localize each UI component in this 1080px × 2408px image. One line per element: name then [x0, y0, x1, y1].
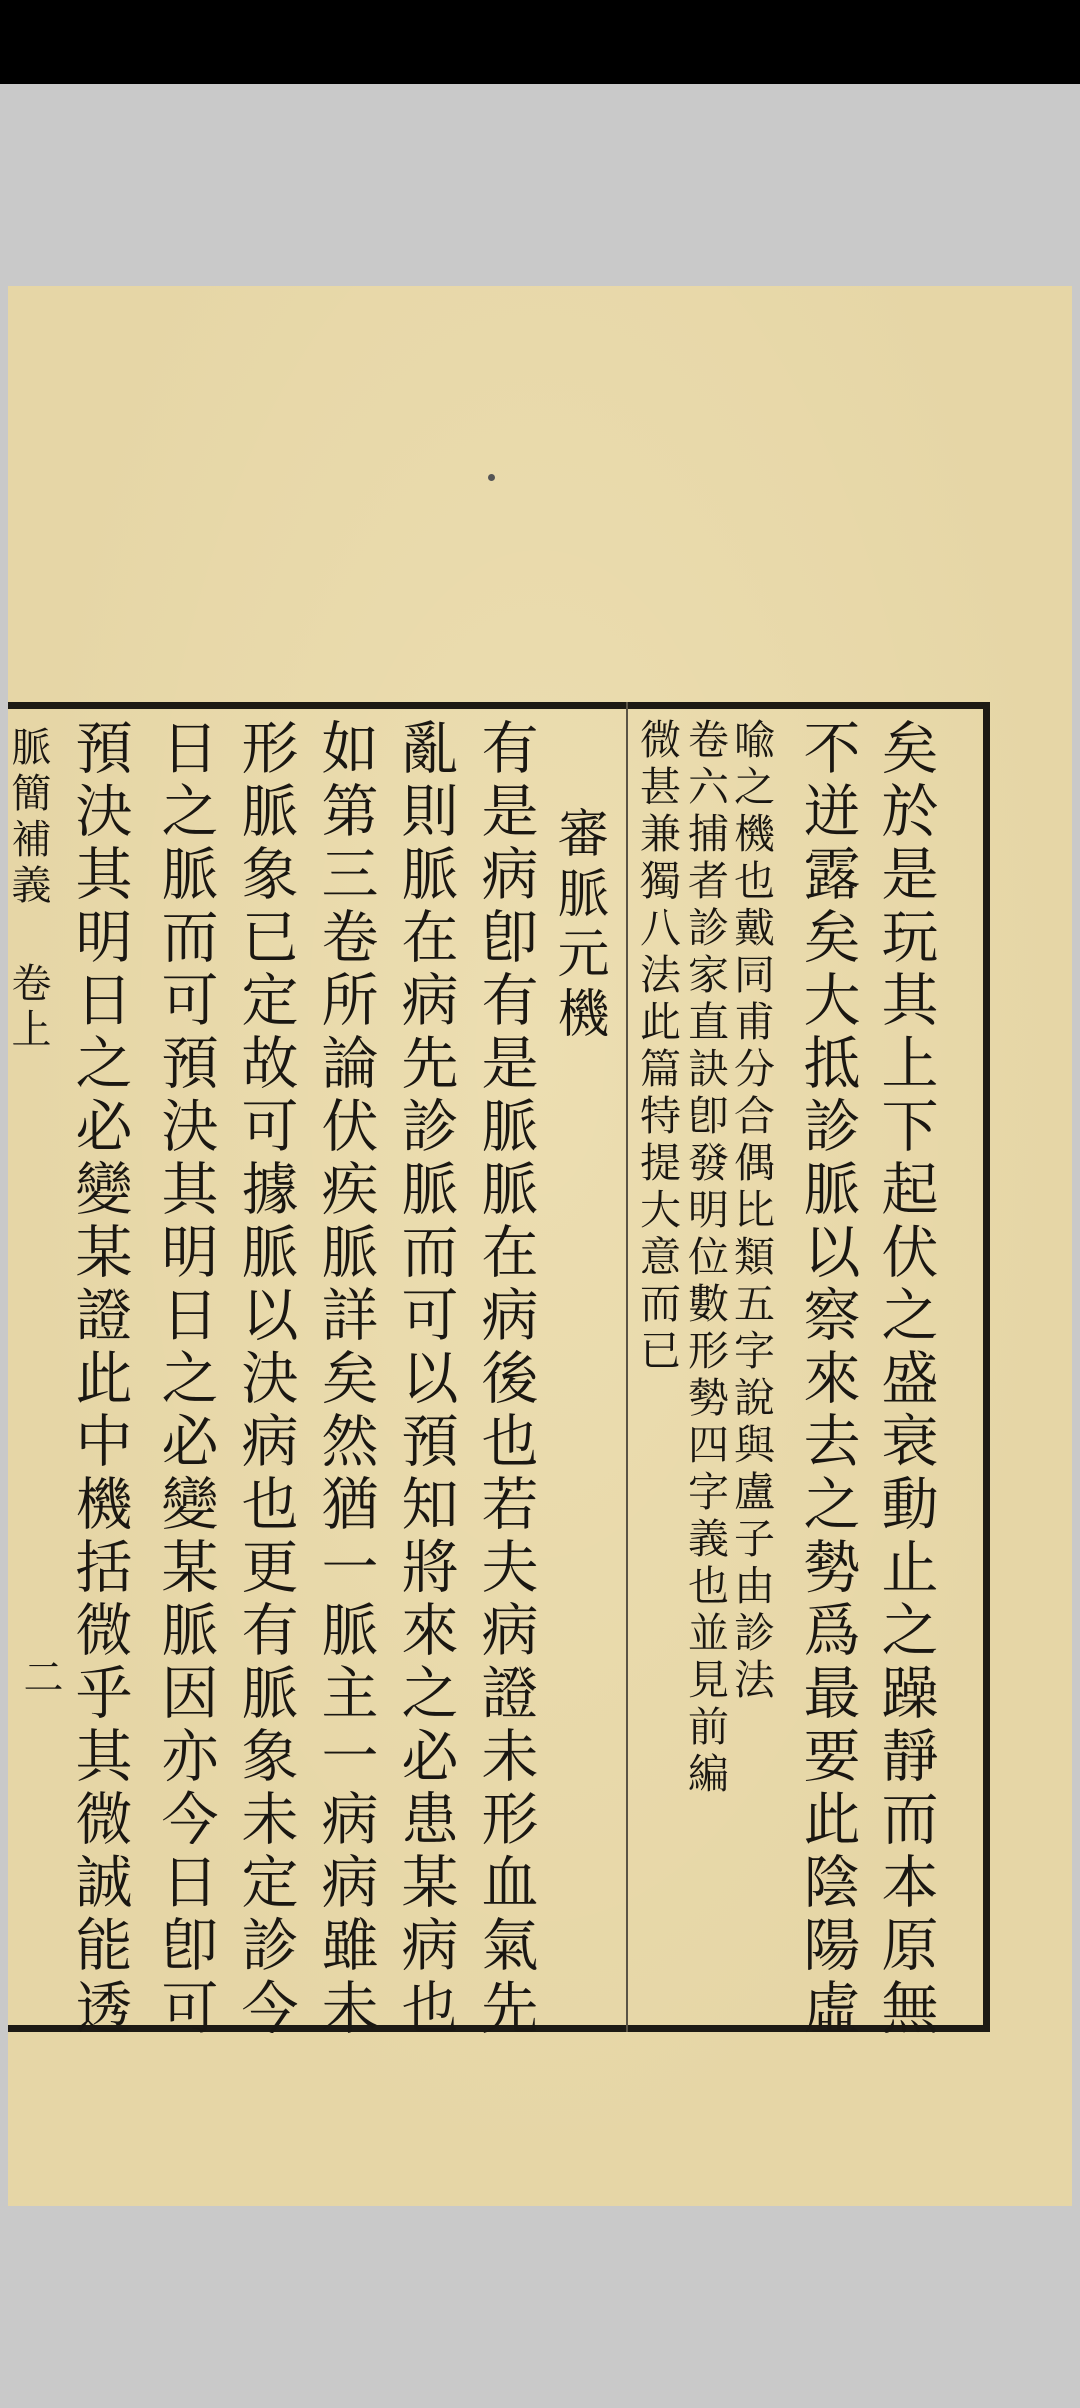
note-column-1: 喩之機也戴同甫分合偶比類五字說與盧子由診法	[727, 718, 775, 1705]
text-column-8: 預決其明日之必變某證此中機括微乎其微誠能透	[66, 718, 132, 2041]
text-column-7: 日之脈而可預決其明日之必變某脈因亦今日卽可	[152, 718, 218, 2041]
note-column-3: 微甚兼獨八法此篇特提大意而已	[633, 718, 681, 1376]
text-column-6: 形脈象已定故可據脈以決病也更有脈象未定診今	[232, 718, 298, 2041]
text-column-2: 不迸露矣大抵診脈以察來去之勢爲最要此陰陽虛	[794, 718, 860, 2041]
text-column-5: 如第三卷所論伏疾脈詳矣然猶一脈主一病病雖未	[312, 718, 378, 2041]
top-bar	[0, 0, 1080, 84]
paper-speck	[488, 474, 495, 481]
column-rule	[626, 702, 628, 2032]
book-page	[5, 286, 1072, 2206]
text-column-1: 矣於是玩其上下起伏之盛衰動止之躁靜而本原無	[872, 718, 938, 2041]
margin-title: 脈簡補義 卷上	[5, 726, 51, 1054]
note-column-2: 卷六捕者診家直訣卽發明位數形勢四字義也並見前編	[681, 718, 729, 1799]
text-column-3: 有是病卽有是脈脈在病後也若夫病證未形血氣先	[472, 718, 538, 2041]
page-number: 二	[17, 1656, 63, 1702]
text-column-4: 亂則脈在病先診脈而可以預知將來之必患某病也	[392, 718, 458, 2041]
section-heading: 審脈元機	[548, 806, 608, 1046]
